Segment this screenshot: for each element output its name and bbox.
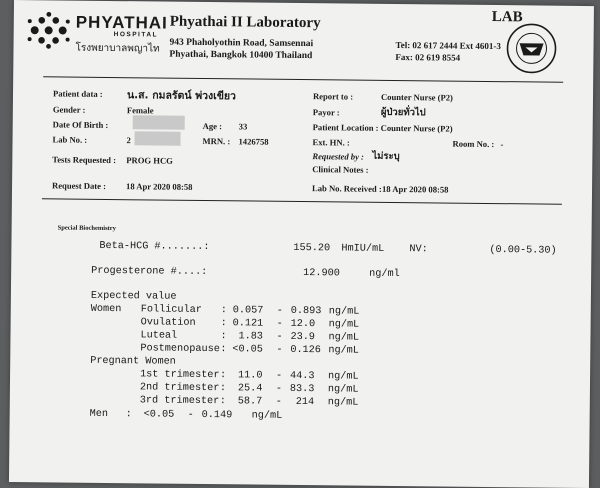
address-line-2: Phyathai, Bangkok 10400 Thailand — [169, 49, 313, 62]
colon: : — [125, 409, 132, 421]
dash: - — [276, 318, 283, 330]
brand-name: PHYATHAI — [75, 12, 168, 33]
lab-seal-title: LAB — [491, 9, 523, 26]
clinical-notes-label: Clinical Notes : — [312, 164, 369, 175]
colon: : — [220, 344, 227, 356]
pregnant-high: 83.3 — [289, 383, 315, 396]
pregnant-unit: ng/mL — [327, 397, 359, 409]
address-line-1: 943 Phaholyothin Road, Samsennai — [169, 37, 314, 50]
colon: : — [219, 383, 227, 395]
test-unit-progesterone: ng/ml — [369, 268, 400, 281]
colon: : — [220, 305, 227, 317]
pregnant-low: 11.0 — [238, 370, 263, 382]
women-high: 23.9 — [290, 331, 316, 344]
location-value: Counter Nurse (P2) — [380, 122, 453, 134]
accreditation-seal-icon — [501, 21, 562, 76]
expected-value-title: Expected value — [90, 290, 177, 303]
dash: - — [276, 370, 283, 382]
test-flag-label-beta-hcg: NV: — [409, 244, 428, 256]
pregnant-label: Pregnant Women — [90, 355, 176, 368]
women-phase: Luteal — [140, 330, 178, 342]
room-label: Room No. : — [452, 138, 495, 150]
requested-by-value: ไม่ระบุ — [372, 150, 400, 163]
labno-label: Lab No. : — [52, 134, 88, 145]
pregnant-high: 214 — [295, 396, 315, 409]
mrn-label: MRN. : — [202, 135, 231, 147]
test-value-beta-hcg: 155.20 — [293, 242, 331, 255]
pregnant-low: 25.4 — [237, 383, 263, 395]
pregnant-unit: ng/mL — [327, 384, 359, 396]
dash: - — [276, 344, 283, 356]
women-low: 0.121 — [232, 318, 264, 330]
women-high: 0.126 — [290, 344, 321, 357]
report-to-value: Counter Nurse (P2) — [380, 91, 453, 103]
redacted-dob — [133, 115, 185, 130]
men-low: <0.05 — [143, 409, 175, 421]
dash: - — [276, 331, 283, 343]
patient-data-label: Patient data : — [52, 88, 103, 99]
labno-value: 2 — [126, 135, 131, 146]
gender-label: Gender : — [52, 104, 86, 115]
gender-value: Female — [126, 105, 154, 116]
men-label: Men — [89, 408, 109, 421]
pregnant-phase: 3rd trimester — [139, 395, 220, 408]
dash: - — [275, 396, 282, 408]
ext-hn-label: Ext. HN. : — [312, 137, 350, 148]
women-high: 12.0 — [290, 318, 316, 331]
mrn-value: 1426758 — [238, 136, 269, 147]
telephone: Tel: 02 617 2444 Ext 4601-3 — [395, 39, 502, 52]
pregnant-phase: 2nd trimester — [139, 382, 220, 395]
dob-label: Date Of Birth : — [52, 119, 109, 130]
patient-name: น.ส. กมลรัตน์ พ่วงเขียว — [126, 89, 237, 103]
colon: : — [220, 318, 227, 330]
request-date-value: 18 Apr 2020 08:58 — [126, 181, 193, 192]
brand-thai: โรงพยาบาลพญาไท — [75, 42, 160, 55]
request-date-label: Request Date : — [52, 180, 107, 191]
men-unit: ng/mL — [251, 410, 283, 422]
dash: - — [275, 383, 283, 395]
test-unit-beta-hcg: HmIU/mL — [341, 243, 385, 255]
section-title: Special Biochemistry — [57, 224, 116, 233]
colon: : — [220, 331, 227, 343]
test-range-beta-hcg: (0.00-5.30) — [489, 244, 557, 257]
lab-report-paper — [9, 0, 594, 488]
age-label: Age : — [202, 120, 223, 132]
test-name-beta-hcg: Beta-HCG #.......: — [99, 240, 210, 254]
pregnant-high: 44.3 — [290, 370, 315, 383]
test-name-progesterone: Progesterone #....: — [91, 265, 208, 279]
women-high: 0.893 — [290, 305, 322, 318]
payor-value: ผู้ป่วยทั่วไป — [380, 106, 426, 119]
women-phase: Follicular — [140, 304, 202, 316]
women-low: 0.057 — [232, 305, 264, 317]
women-low: <0.05 — [232, 344, 263, 356]
women-phase: Ovulation — [140, 317, 196, 329]
women-low: 1.83 — [238, 331, 264, 343]
women-unit: ng/mL — [328, 319, 360, 331]
women-label: Women — [90, 303, 122, 316]
pregnant-low: 58.7 — [237, 396, 263, 408]
dash: - — [187, 409, 194, 421]
colon: : — [219, 396, 226, 408]
room-value: - — [500, 139, 504, 150]
location-label: Patient Location : — [312, 122, 379, 133]
test-value-progesterone: 12.900 — [303, 268, 340, 280]
age-value: 33 — [238, 121, 248, 132]
redacted-labno — [134, 131, 180, 145]
women-unit: ng/mL — [328, 306, 360, 318]
fax: Fax: 02 619 8554 — [395, 51, 461, 63]
lab-name: Phyathai II Laboratory — [169, 13, 321, 32]
payor-label: Payor : — [312, 107, 340, 118]
dash: - — [276, 305, 283, 317]
requested-by-label: Requested by : — [312, 151, 364, 162]
report-to-label: Report to : — [312, 91, 354, 102]
pregnant-phase: 1st trimester — [140, 369, 220, 382]
pregnant-unit: ng/mL — [328, 371, 359, 383]
received-value: 18 Apr 2020 08:58 — [381, 183, 449, 195]
women-unit: ng/mL — [328, 345, 359, 357]
women-phase: Postmenopause — [140, 343, 220, 356]
colon: : — [220, 370, 227, 382]
phyathai-logo-icon — [25, 10, 71, 50]
women-unit: ng/mL — [328, 332, 360, 344]
brand-sub: HOSPITAL — [113, 31, 159, 39]
received-label: Lab No. Received : — [311, 183, 382, 194]
tests-label: Tests Requested : — [52, 154, 117, 166]
tests-value: PROG HCG — [126, 155, 173, 166]
men-high: 0.149 — [201, 409, 233, 422]
